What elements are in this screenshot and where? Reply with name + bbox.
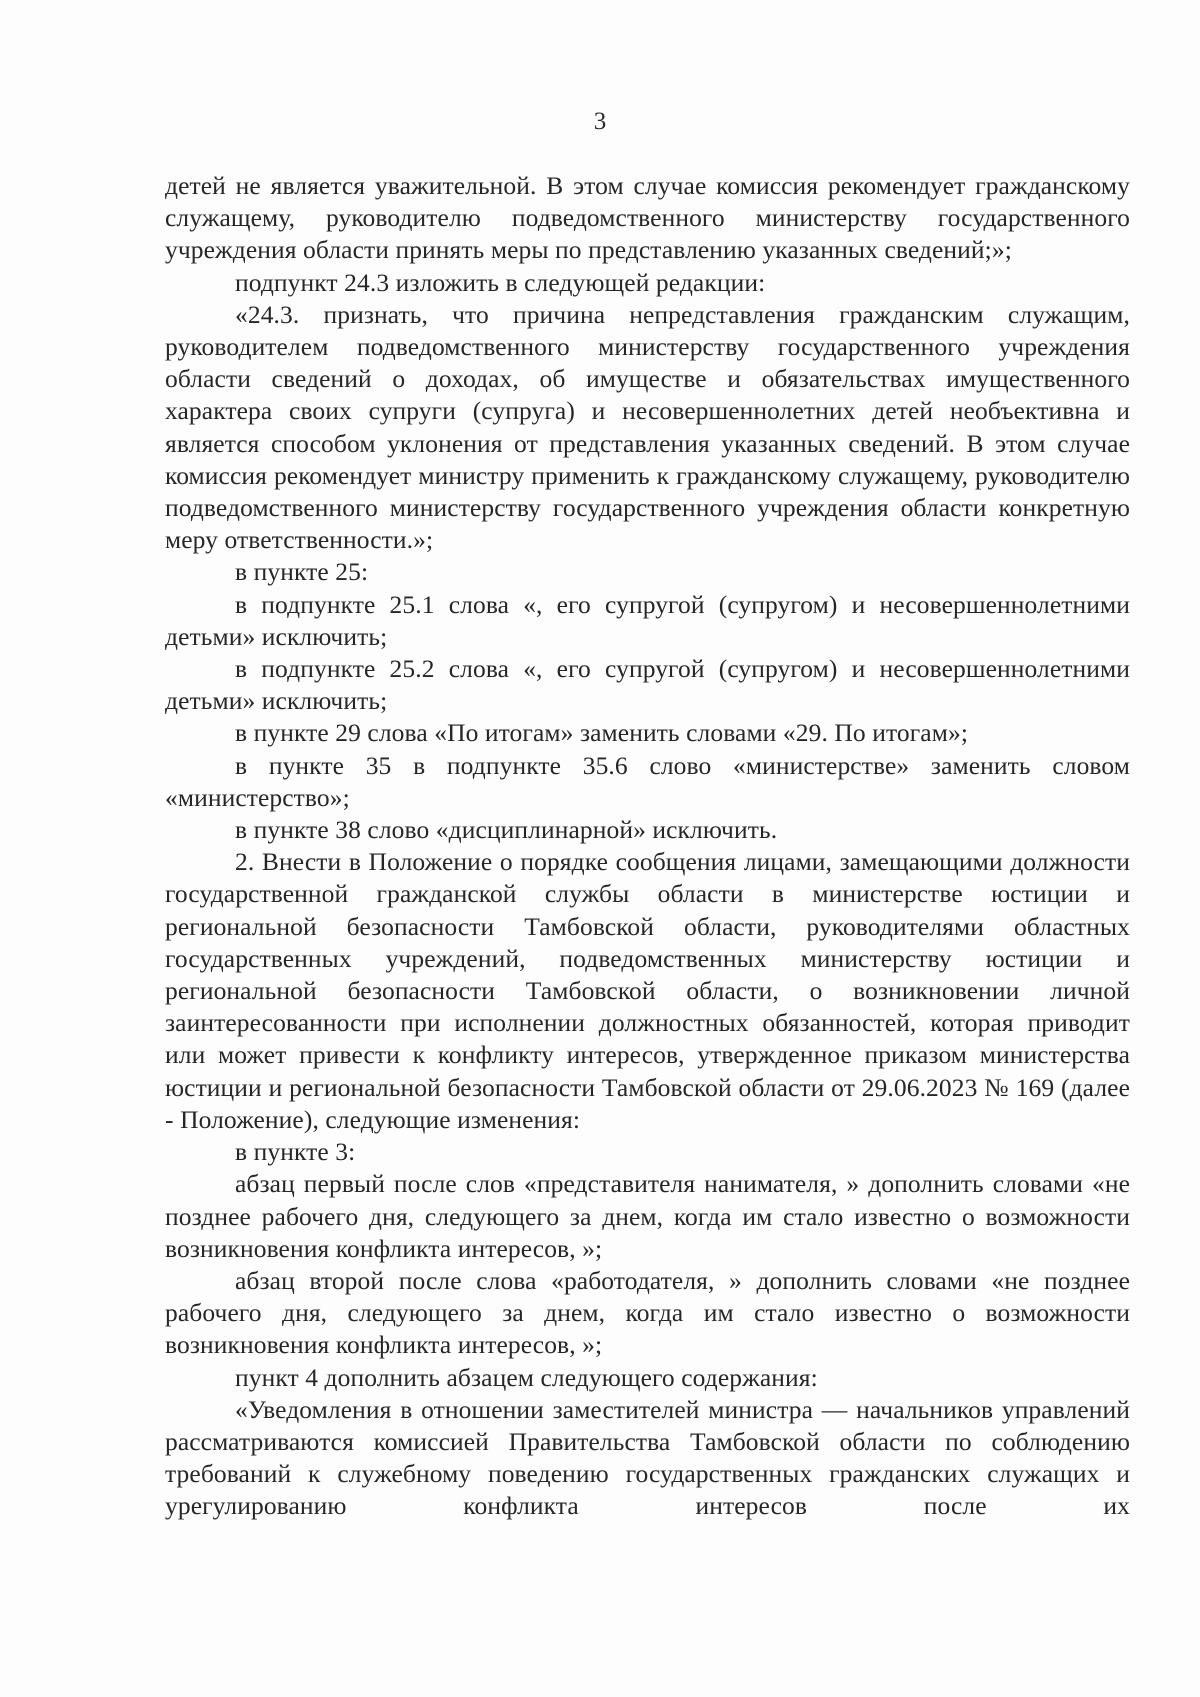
paragraph-2: подпункт 24.3 изложить в следующей редакции: [235, 267, 766, 297]
document-body [165, 170, 1130, 1523]
paragraph-12: абзац первый после слов «представителя нанимателя, » дополнить словами «не позднее рабочего дня, следующего за днем, когда им стало известно о возможности возникновения конфликта интересов, »; [165, 1169, 1130, 1263]
paragraph-15: «Уведомления в отношении заместителей министра — начальников управлений рассматриваются комиссией Правительства Тамбовской области по соблюдению требований к служебному поведению государственных гражданских служащих и урегулированию конфликта интересов после их [165, 1394, 1130, 1521]
paragraph-1: детей не является уважительной. В этом случае комиссия рекомендует гражданскому служащему, руководителю подведомственного министерству государственного учреждения области принять меры по представлению указанных сведений;»; [165, 171, 1130, 265]
page-number: 3 [593, 108, 607, 135]
paragraph-6: в подпункте 25.2 слова «, его супругой (супругом) и несовершеннолетними детьми» исключить; [165, 654, 1130, 716]
paragraph-11: в пункте 3: [235, 1137, 356, 1167]
paragraph-14: пункт 4 дополнить абзацем следующего содержания: [235, 1362, 818, 1392]
paragraph-8: в пункте 35 в подпункте 35.6 слово «министерстве» заменить словом «министерство»; [165, 750, 1130, 812]
paragraph-13: абзац второй после слова «работодателя, » дополнить словами «не позднее рабочего дня, следующего за днем, когда им стало известно о возможности возникновения конфликта интересов, »; [165, 1265, 1130, 1360]
paragraph-4: в пункте 25: [235, 557, 369, 587]
paragraph-3: «24.3. признать, что причина непредставления гражданским служащим, руководителем подведомственного министерству государственного учреждения области сведений о доходах, об имуществе и обязательствах имущественного характера своих супруги (супруга) и несовершеннолетних детей необъективна и является способом уклонения от представления указанных сведений. В этом случае комиссия рекомендует министру применить к гражданскому служащему, руководителю подведомственного министерству государственного учреждения области конкретную меру ответственности.»; [165, 299, 1130, 555]
paragraph-9: в пункте 38 слово «дисциплинарной» исключить. [235, 815, 778, 845]
paragraph-7: в пункте 29 слова «По итогам» заменить словами «29. По итогам»; [235, 718, 968, 748]
paragraph-5: в подпункте 25.1 слова «, его супругой (супругом) и несовершеннолетними детьми» исключить; [165, 589, 1130, 651]
paragraph-10: 2. Внести в Положение о порядке сообщения лицами, замещающими должности государственной гражданской службы области в министерстве юстиции и региональной безопасности Тамбовской области, руководителями областных государственных учреждений, подведомственных министерству юстиции и региональной безопасности Тамбовской области, о возникновении личной заинтересованности при исполнении должностных обязанностей, которая приводит или может привести к конфликту интересов, утвержденное приказом министерства юстиции и региональной безопасности Тамбовской области от 29.06.2023 № 169 (далее - Положение), следующие изменения: [165, 847, 1130, 1134]
